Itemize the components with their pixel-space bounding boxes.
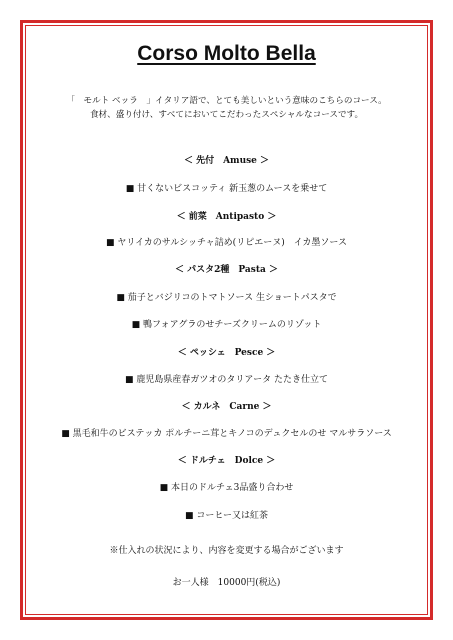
menu-price: お一人様 10000円(税込) [172,578,281,588]
section-heading-pasta: ＜ パスタ2種 Pasta ＞ [175,265,278,275]
section-heading-dolce: ＜ ドルチェ Dolce ＞ [177,456,276,466]
section-heading-carne: ＜ カルネ Carne ＞ [181,402,272,412]
menu-item-amuse-1: ■ 甘くないビスコッティ 新玉葱のムースを乗せて [125,184,328,194]
section-heading-amuse: ＜ 先付 Amuse ＞ [183,156,270,166]
menu-item-pesce-1: ■ 鹿児島県産春ガツオのタリアータ たたき仕立て [125,375,328,385]
menu-item-dolce-2: ■ コーヒー又は紅茶 [184,511,268,521]
section-heading-antipasto: ＜ 前菜 Antipasto ＞ [176,212,277,222]
intro-line-1: 「 モルト ベッラ 」イタリア語で、とても美しいという意味のこちらのコース。 [66,96,387,106]
menu-note: ※仕入れの状況により、内容を変更する場合がございます [109,546,344,556]
section-heading-pesce: ＜ ペッシェ Pesce ＞ [177,348,276,358]
intro-line-2: 食材、盛り付け、すべてにおいてこだわったスペシャルなコースです。 [89,110,364,120]
menu-item-dolce-1: ■ 本日のドルチェ3品盛り合わせ [159,483,294,493]
menu-item-pasta-1: ■ 茄子とバジリコのトマトソース 生ショートパスタで [116,293,337,303]
menu-item-carne-1: ■ 黒毛和牛のビステッカ ポルチーニ茸とキノコのデュクセルのせ マルサラソース [61,429,392,439]
menu-page [25,25,428,615]
menu-item-antipasto-1: ■ ヤリイカのサルシッチャ詰め(リピエーヌ) イカ墨ソース [105,238,347,248]
menu-item-pasta-2: ■ 鴨フォアグラのせチーズクリームのリゾット [131,320,322,330]
menu-title: Corso Molto Bella [137,42,316,65]
